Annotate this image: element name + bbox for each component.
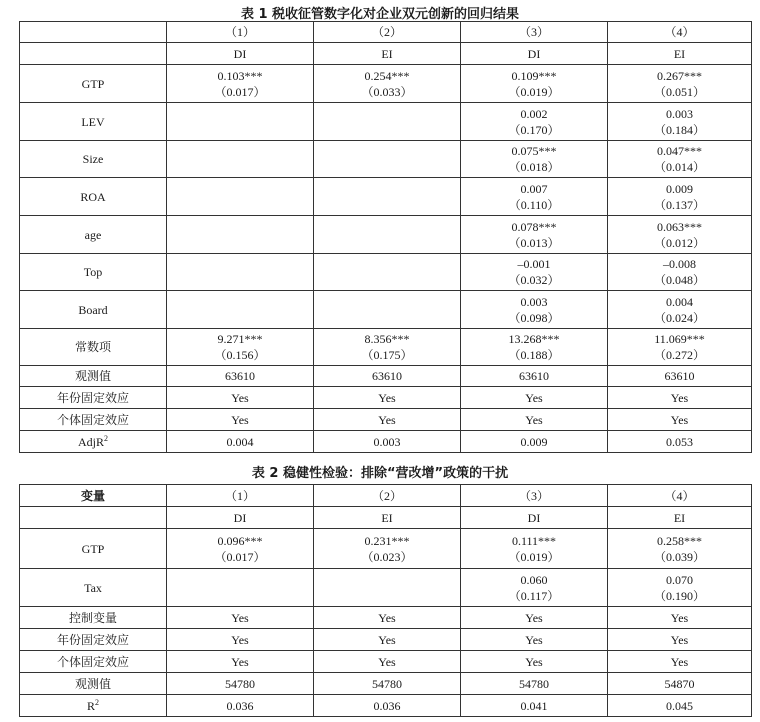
coefficient-estimate: 0.096***: [217, 533, 263, 548]
year-fixed-effects-row: [20, 629, 752, 651]
standard-error: （0.039）: [653, 549, 705, 564]
observations-row: [20, 673, 752, 695]
row-label: 常数项: [20, 329, 167, 366]
coefficient-cell: [314, 329, 461, 366]
coefficient-estimate: 0.003: [666, 106, 693, 121]
r2-value: 0.053: [608, 431, 752, 453]
coefficient-estimate: 0.254***: [364, 68, 410, 83]
observations-value: 63610: [167, 366, 314, 387]
control-value: Yes: [167, 607, 314, 629]
standard-error: （0.012）: [653, 235, 705, 250]
standard-error: （0.272）: [653, 348, 705, 362]
column-number: （2）: [314, 485, 461, 507]
coefficient-cell: [167, 65, 314, 103]
standard-error: （0.051）: [653, 84, 705, 99]
coefficient-row: [20, 529, 752, 569]
column-number: （2）: [314, 22, 461, 43]
fe-value: Yes: [167, 651, 314, 673]
empty-cell: [167, 254, 314, 291]
empty-cell: [314, 254, 461, 291]
r2-value: 0.041: [461, 695, 608, 717]
row-label: Size: [20, 141, 167, 178]
column-number: （1）: [167, 485, 314, 507]
fe-value: Yes: [608, 387, 752, 409]
column-number: （3）: [461, 485, 608, 507]
column-number: （1）: [167, 22, 314, 43]
fe-value: Yes: [167, 387, 314, 409]
coefficient-cell: [461, 103, 608, 141]
standard-error: （0.188）: [508, 348, 560, 362]
dependent-variable: EI: [608, 507, 752, 529]
standard-error: （0.048）: [653, 273, 705, 287]
coefficient-estimate: 13.268***: [508, 332, 560, 346]
empty-cell: [167, 569, 314, 607]
coefficient-row: [20, 291, 752, 329]
coefficient-cell: [167, 329, 314, 366]
coefficient-estimate: 0.063***: [657, 219, 702, 234]
standard-error: （0.014）: [653, 160, 705, 174]
standard-error: （0.017）: [214, 549, 266, 564]
coefficient-estimate: 9.271***: [217, 332, 263, 346]
fe-value: Yes: [314, 629, 461, 651]
standard-error: （0.019）: [508, 549, 560, 564]
r2-label-base: R: [86, 698, 95, 713]
table-2-coefficient-rows: [20, 529, 752, 607]
standard-error: （0.017）: [214, 84, 266, 99]
observations-value: 63610: [461, 366, 608, 387]
coefficient-cell: [461, 254, 608, 291]
fe-value: Yes: [461, 387, 608, 409]
coefficient-cell: [608, 529, 752, 569]
empty-cell: [314, 141, 461, 178]
coefficient-cell: [608, 569, 752, 607]
r2-label-base: AdjR: [77, 434, 104, 449]
observations-value: 54780: [167, 673, 314, 695]
header-row-variables: [20, 43, 752, 65]
coefficient-row: [20, 569, 752, 607]
coefficient-row: [20, 254, 752, 291]
fe-value: Yes: [167, 629, 314, 651]
empty-cell: [314, 103, 461, 141]
header-blank-cell: [20, 43, 167, 65]
fe-value: Yes: [314, 651, 461, 673]
r2-value: 0.036: [167, 695, 314, 717]
control-variables-row: [20, 607, 752, 629]
row-label: LEV: [20, 103, 167, 141]
coefficient-estimate: 0.004: [666, 294, 693, 309]
firm-fixed-effects-row: [20, 651, 752, 673]
coefficient-row: [20, 141, 752, 178]
dependent-variable: EI: [608, 43, 752, 65]
empty-cell: [314, 178, 461, 216]
regression-table-2: [19, 484, 752, 717]
row-label: Top: [20, 254, 167, 291]
standard-error: （0.019）: [508, 84, 560, 99]
coefficient-estimate: –0.008: [663, 257, 696, 271]
dependent-variable: EI: [314, 43, 461, 65]
coefficient-cell: [461, 216, 608, 254]
standard-error: （0.117）: [508, 588, 560, 603]
r2-value: 0.036: [314, 695, 461, 717]
control-value: Yes: [608, 607, 752, 629]
year-fixed-effects-row: [20, 387, 752, 409]
header-row-variables: [20, 507, 752, 529]
coefficient-estimate: 0.003: [520, 294, 548, 309]
row-label: 年份固定效应: [20, 387, 167, 409]
observations-value: 54780: [461, 673, 608, 695]
column-number: （4）: [608, 485, 752, 507]
r2-label-superscript: 2: [95, 697, 99, 707]
fe-value: Yes: [314, 409, 461, 431]
header-corner-cell: [20, 22, 167, 43]
coefficient-cell: [608, 329, 752, 366]
row-label: [20, 431, 167, 453]
coefficient-estimate: 0.007: [520, 181, 548, 196]
r2-value: 0.004: [167, 431, 314, 453]
coefficient-cell: [461, 178, 608, 216]
row-label: GTP: [20, 65, 167, 103]
standard-error: （0.175）: [361, 348, 413, 362]
coefficient-estimate: 0.009: [666, 181, 693, 196]
coefficient-estimate: 0.002: [520, 106, 548, 121]
coefficient-row: [20, 103, 752, 141]
standard-error: （0.137）: [653, 197, 705, 212]
coefficient-cell: [461, 65, 608, 103]
coefficient-estimate: 8.356***: [364, 332, 410, 346]
header-row-numbers: [20, 22, 752, 43]
fe-value: Yes: [608, 409, 752, 431]
coefficient-estimate: 0.109***: [511, 68, 557, 83]
coefficient-estimate: 0.111***: [511, 533, 557, 548]
coefficient-cell: [608, 254, 752, 291]
row-label: 个体固定效应: [20, 409, 167, 431]
standard-error: （0.013）: [508, 235, 560, 250]
coefficient-cell: [608, 216, 752, 254]
coefficient-estimate: 0.103***: [217, 68, 263, 83]
r2-value: 0.045: [608, 695, 752, 717]
r2-value: 0.003: [314, 431, 461, 453]
r-squared-row: [20, 695, 752, 717]
row-label: age: [20, 216, 167, 254]
header-blank-cell: [20, 507, 167, 529]
row-label: ROA: [20, 178, 167, 216]
coefficient-cell: [608, 103, 752, 141]
coefficient-estimate: 0.231***: [364, 533, 410, 548]
coefficient-estimate: 0.047***: [657, 144, 702, 158]
firm-fixed-effects-row: [20, 409, 752, 431]
standard-error: （0.184）: [653, 122, 705, 137]
coefficient-cell: [314, 65, 461, 103]
dependent-variable: DI: [461, 507, 608, 529]
coefficient-row: [20, 65, 752, 103]
coefficient-estimate: 0.075***: [511, 144, 557, 158]
coefficient-estimate: –0.001: [517, 257, 551, 271]
fe-value: Yes: [608, 629, 752, 651]
control-value: Yes: [314, 607, 461, 629]
coefficient-estimate: 0.258***: [657, 533, 702, 548]
coefficient-cell: [608, 178, 752, 216]
row-label: GTP: [20, 529, 167, 569]
coefficient-cell: [608, 291, 752, 329]
observations-value: 63610: [314, 366, 461, 387]
dependent-variable: DI: [461, 43, 608, 65]
coefficient-cell: [314, 529, 461, 569]
coefficient-cell: [167, 529, 314, 569]
r2-label-superscript: 2: [104, 433, 108, 443]
row-label: Tax: [20, 569, 167, 607]
coefficient-estimate: 0.267***: [657, 68, 702, 83]
table-1-caption: 表 1 税收征管数字化对企业双元创新的回归结果: [240, 7, 520, 22]
fe-value: Yes: [461, 409, 608, 431]
observations-value: 54870: [608, 673, 752, 695]
empty-cell: [167, 141, 314, 178]
column-number: （4）: [608, 22, 752, 43]
coefficient-cell: [608, 141, 752, 178]
empty-cell: [167, 103, 314, 141]
fe-value: Yes: [461, 651, 608, 673]
coefficient-estimate: 11.069***: [654, 332, 705, 346]
standard-error: （0.098）: [508, 310, 560, 325]
empty-cell: [314, 569, 461, 607]
column-number: （3）: [461, 22, 608, 43]
standard-error: （0.032）: [508, 273, 560, 287]
coefficient-cell: [461, 141, 608, 178]
regression-table-1: [19, 21, 752, 453]
coefficient-estimate: 0.078***: [511, 219, 557, 234]
row-label: 控制变量: [20, 607, 167, 629]
standard-error: （0.110）: [508, 197, 560, 212]
dependent-variable: DI: [167, 507, 314, 529]
coefficient-row: [20, 329, 752, 366]
observations-row: [20, 366, 752, 387]
standard-error: （0.156）: [214, 348, 266, 362]
fe-value: Yes: [314, 387, 461, 409]
standard-error: （0.023）: [361, 549, 413, 564]
standard-error: （0.190）: [653, 588, 705, 603]
empty-cell: [167, 216, 314, 254]
adjusted-r-squared-row: [20, 431, 752, 453]
row-label: 个体固定效应: [20, 651, 167, 673]
coefficient-cell: [461, 569, 608, 607]
table-1-coefficient-rows: [20, 65, 752, 366]
coefficient-estimate: 0.070: [666, 572, 693, 587]
table-2-caption: 表 2 稳健性检验：排除“营改增”政策的干扰: [251, 466, 509, 481]
coefficient-estimate: 0.060: [520, 572, 548, 587]
fe-value: Yes: [608, 651, 752, 673]
coefficient-cell: [461, 291, 608, 329]
dependent-variable: DI: [167, 43, 314, 65]
empty-cell: [167, 291, 314, 329]
dependent-variable: EI: [314, 507, 461, 529]
row-label: 观测值: [20, 366, 167, 387]
standard-error: （0.024）: [653, 310, 705, 325]
standard-error: （0.018）: [508, 160, 560, 174]
control-value: Yes: [461, 607, 608, 629]
row-label: 年份固定效应: [20, 629, 167, 651]
observations-value: 63610: [608, 366, 752, 387]
empty-cell: [167, 178, 314, 216]
standard-error: （0.033）: [361, 84, 413, 99]
coefficient-cell: [461, 329, 608, 366]
variable-header: 变量: [20, 485, 167, 507]
standard-error: （0.170）: [508, 122, 560, 137]
coefficient-cell: [608, 65, 752, 103]
r2-value: 0.009: [461, 431, 608, 453]
empty-cell: [314, 216, 461, 254]
header-row-numbers: [20, 485, 752, 507]
row-label: 观测值: [20, 673, 167, 695]
fe-value: Yes: [167, 409, 314, 431]
fe-value: Yes: [461, 629, 608, 651]
row-label: Board: [20, 291, 167, 329]
row-label: [20, 695, 167, 717]
coefficient-cell: [461, 529, 608, 569]
coefficient-row: [20, 178, 752, 216]
observations-value: 54780: [314, 673, 461, 695]
coefficient-row: [20, 216, 752, 254]
empty-cell: [314, 291, 461, 329]
